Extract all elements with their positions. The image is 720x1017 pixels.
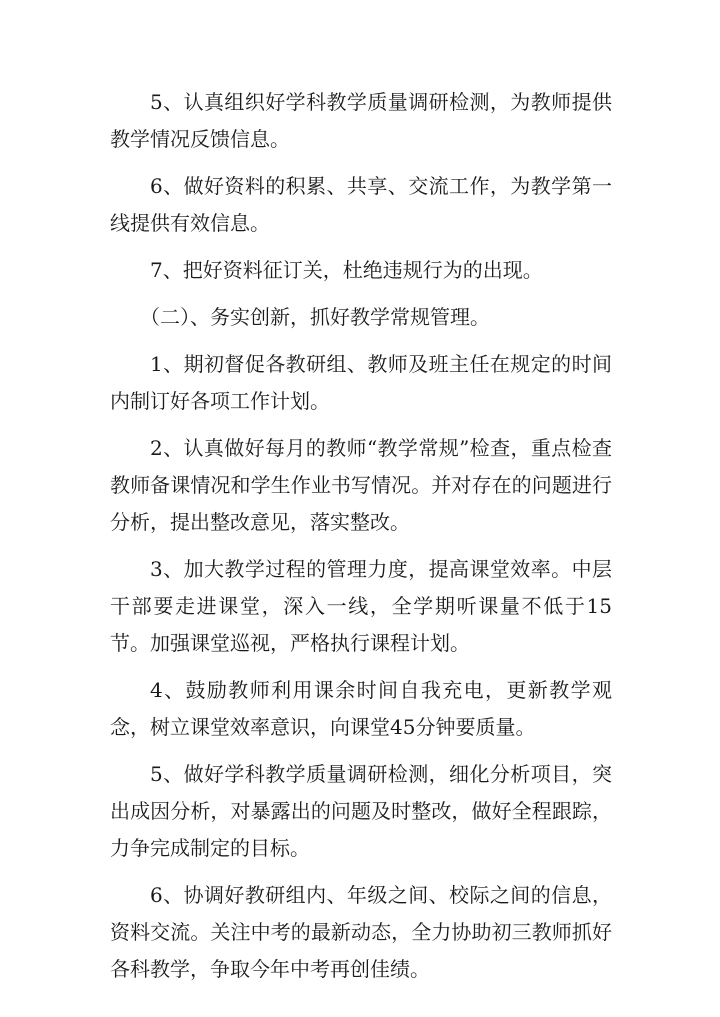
section-heading-2: （二）、务实创新，抓好教学常规管理。 — [140, 305, 490, 329]
document-page — [110, 84, 612, 998]
paragraph-item-5-quality-check: 5、认真组织好学科教学质量调研检测，为教师提供教学情况反馈信息。 — [110, 90, 612, 151]
paragraph-item-4-self-improvement: 4、鼓励教师利用课余时间自我充电，更新教学观念，树立课堂效率意识，向课堂45分钟要质量。 — [110, 678, 612, 739]
paragraph-item-6-coordination: 6、协调好教研组内、年级之间、校际之间的信息，资料交流。关注中考的最新动态，全力协助初三教师抓好各科教学，争取今年中考再创佳绩。 — [110, 883, 612, 981]
paragraph-item-2-routine-check: 2、认真做好每月的教师“教学常规”检查，重点检查教师备课情况和学生作业书写情况。并对存在的问题进行分析，提出整改意见，落实整改。 — [110, 436, 612, 534]
paragraph-item-1-work-plan: 1、期初督促各教研组、教师及班主任在规定的时间内制订好各项工作计划。 — [110, 352, 612, 413]
paragraph-item-6-resource-sharing: 6、做好资料的积累、共享、交流工作，为教学第一线提供有效信息。 — [110, 174, 612, 235]
paragraph-item-7-subscription: 7、把好资料征订关，杜绝违规行为的出现。 — [150, 258, 543, 282]
paragraph-item-3-process-management: 3、加大教学过程的管理力度，提高课堂效率。中层干部要走进课堂，深入一线，全学期听课量不低于15节。加强课堂巡视，严格执行课程计划。 — [110, 557, 612, 655]
paragraph-item-5-quality-analysis: 5、做好学科教学质量调研检测，细化分析项目，突出成因分析，对暴露出的问题及时整改，做好全程跟踪，力争完成制定的目标。 — [110, 762, 612, 860]
